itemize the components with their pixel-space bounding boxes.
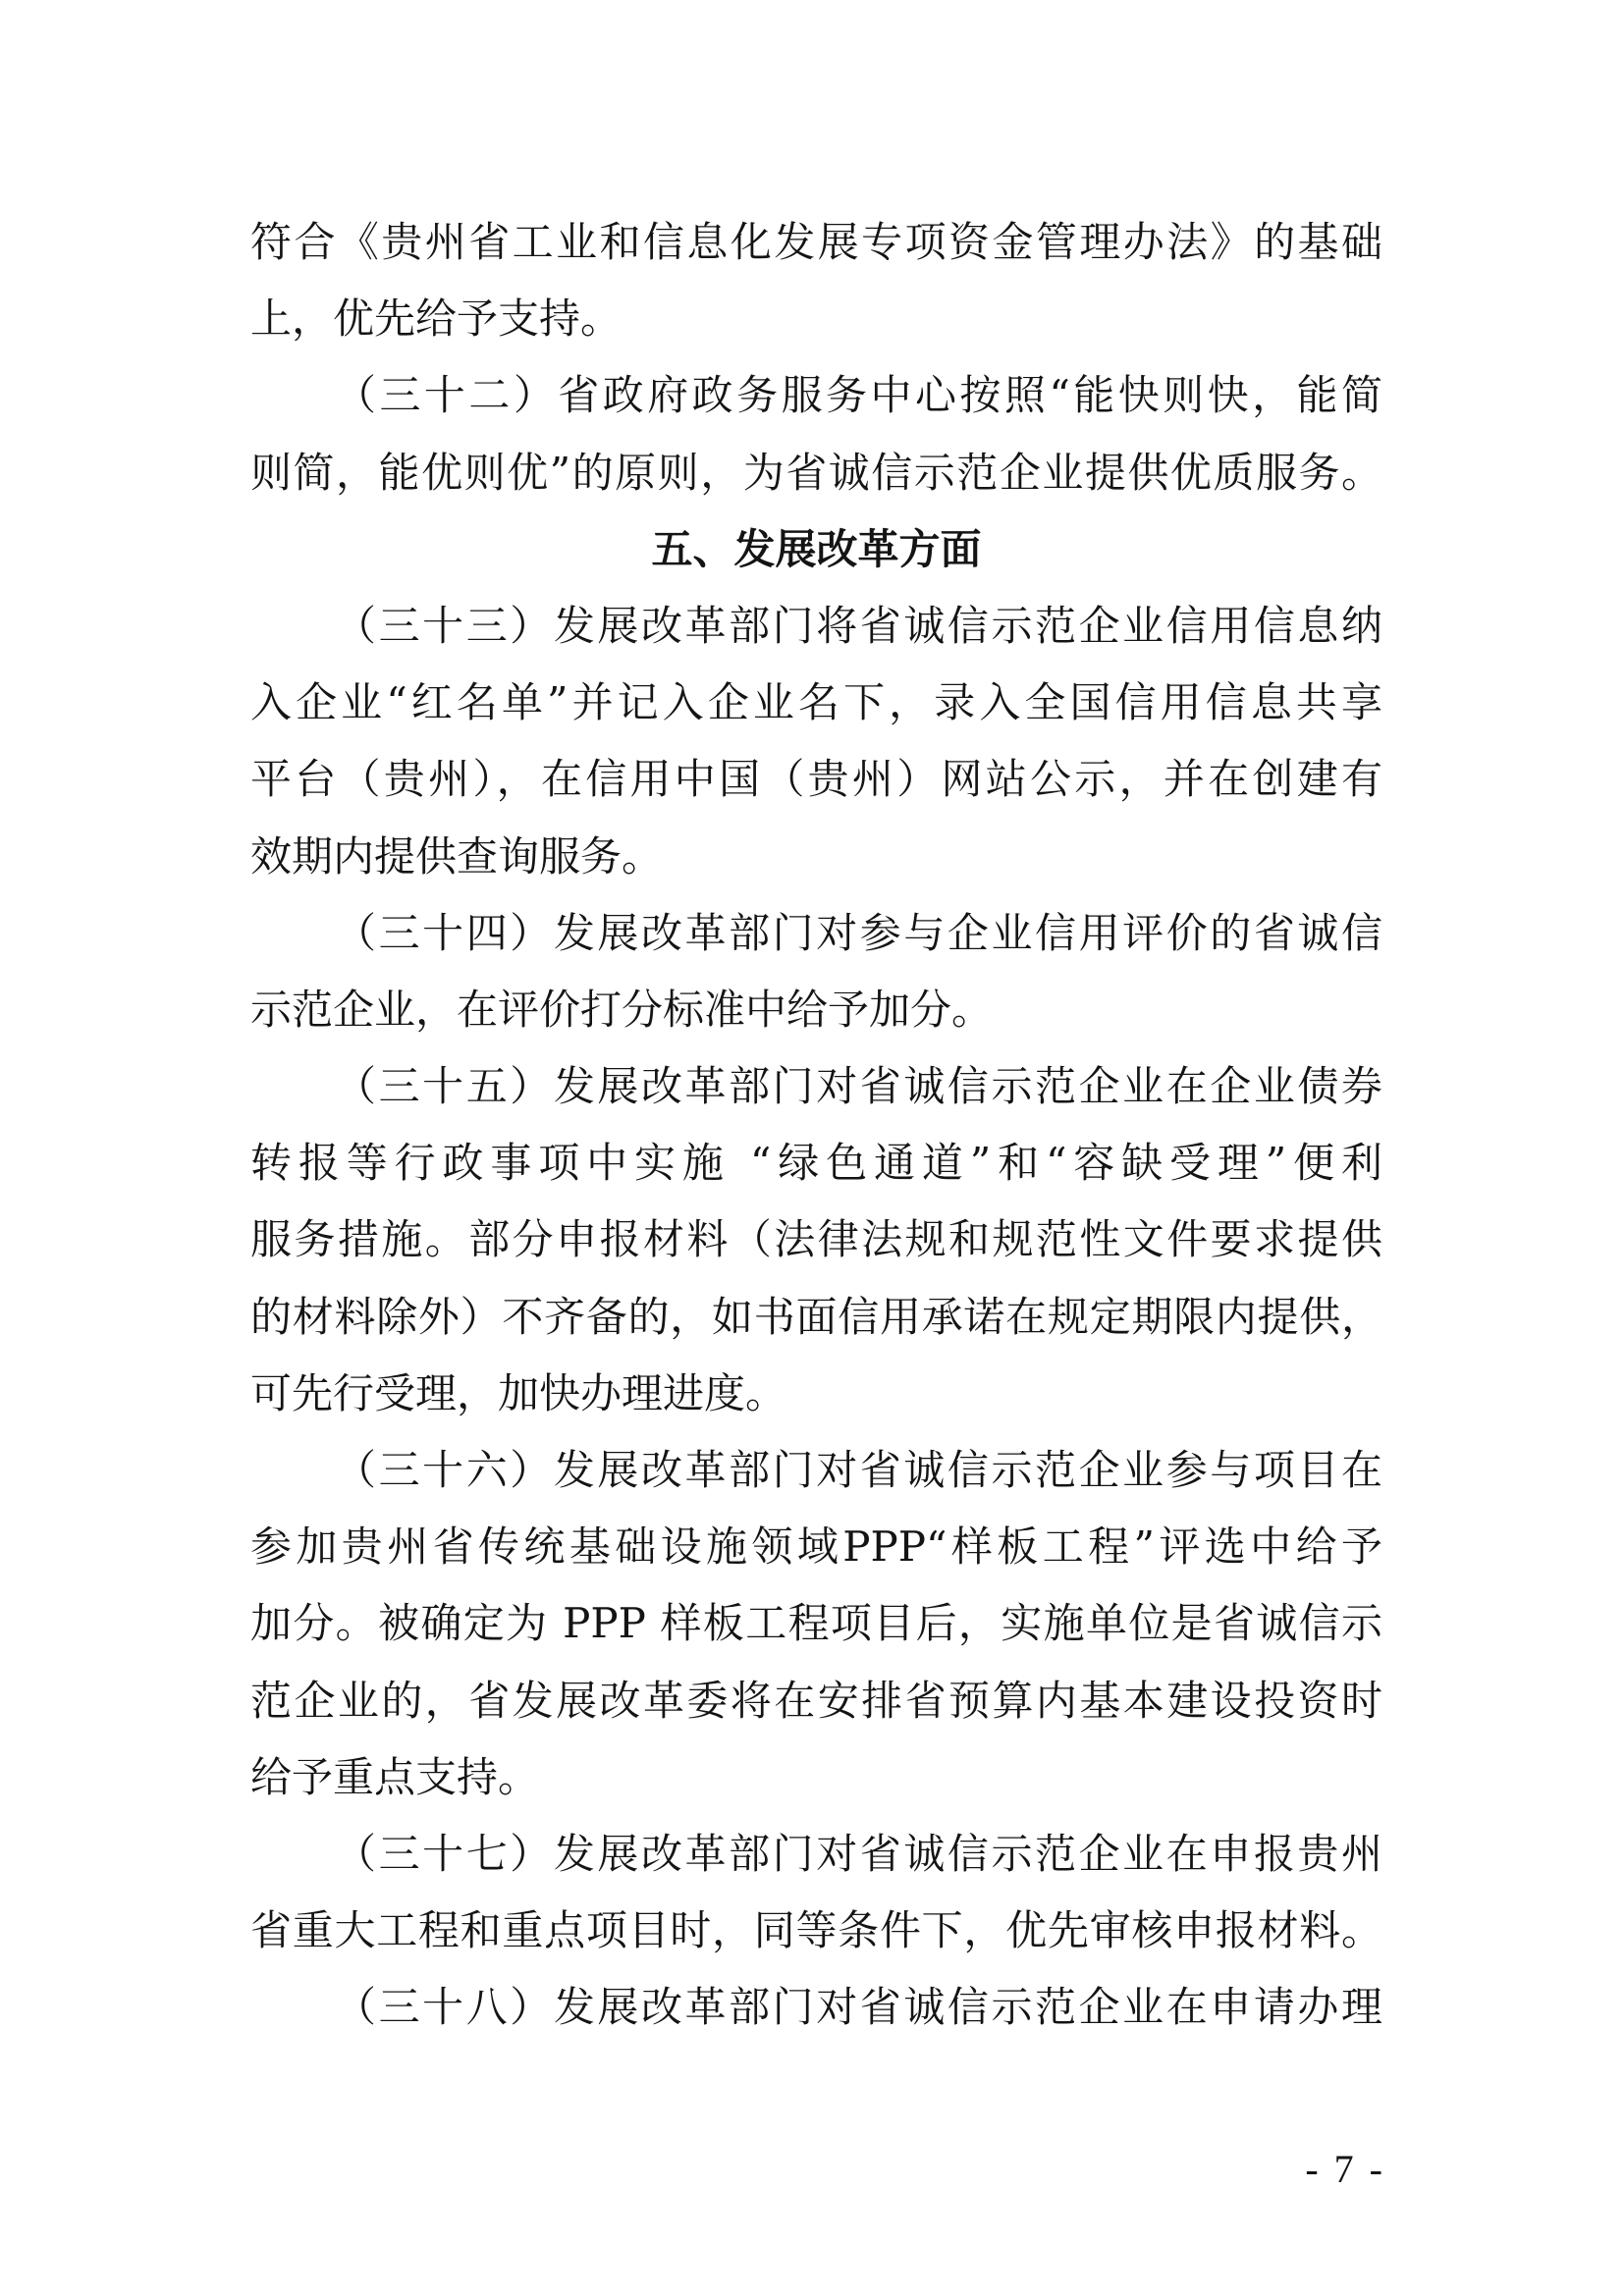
paragraph-36	[250, 1432, 1382, 1816]
paragraph-line: （三十三）发展改革部门将省诚信示范企业信用信息纳	[335, 601, 1382, 650]
paragraph-line: （三十二）省政府政务服务中心按照“能快则快，能简	[335, 371, 1382, 420]
paragraph-33	[250, 588, 1382, 895]
paragraph-line: （三十五）发展改革部门对省诚信示范企业在企业债券	[335, 1062, 1382, 1111]
paragraph-line: 给予重点支持。	[250, 1752, 540, 1801]
section-heading: 五、发展改革方面	[651, 524, 982, 573]
paragraph-line: 可先行受理，加快办理进度。	[250, 1368, 787, 1417]
paragraph-line: 范企业的，省发展改革委将在安排省预算内基本建设投资时	[250, 1676, 1382, 1725]
paragraph-line: （三十六）发展改革部门对省诚信示范企业参与项目在	[335, 1446, 1382, 1494]
paragraph-line: 加分。被确定为 PPP 样板工程项目后，实施单位是省诚信示	[250, 1599, 1382, 1648]
paragraph-38	[250, 1969, 1382, 2046]
paragraph-line: 参加贵州省传统基础设施领域PPP“样板工程”评选中给予	[250, 1522, 1382, 1572]
paragraph-34	[250, 895, 1382, 1048]
paragraph-line: （三十八）发展改革部门对省诚信示范企业在申请办理	[335, 1983, 1382, 2032]
paragraph-line: 省重大工程和重点项目时，同等条件下，优先审核申报材料。	[250, 1906, 1382, 1955]
paragraph-line: 上，优先给予支持。	[250, 294, 623, 344]
paragraph-line: 的材料除外）不齐备的，如书面信用承诺在规定期限内提供，	[250, 1292, 1382, 1341]
paragraph-line: 入企业“红名单”并记入企业名下，录入全国信用信息共享	[250, 678, 1382, 727]
paragraph-line: 服务措施。部分申报材料（法律法规和规范性文件要求提供	[250, 1215, 1382, 1264]
paragraph-continuation	[250, 204, 1382, 357]
paragraph-line: 转报等行政事项中实施 “绿色通道”和“容缺受理”便利	[250, 1139, 1382, 1188]
paragraph-37	[250, 1816, 1382, 1969]
body-text	[250, 204, 1382, 2047]
paragraph-line: （三十七）发展改革部门对省诚信示范企业在申报贵州	[335, 1829, 1382, 1878]
paragraph-35	[250, 1048, 1382, 1432]
page-number: - 7 -	[1305, 2147, 1382, 2191]
paragraph-line: 则简，能优则优”的原则，为省诚信示范企业提供优质服务。	[250, 448, 1382, 497]
paragraph-line: （三十四）发展改革部门对参与企业信用评价的省诚信	[335, 908, 1382, 957]
paragraph-line: 平台（贵州），在信用中国（贵州）网站公示，并在创建有	[250, 755, 1382, 804]
paragraph-32	[250, 357, 1382, 510]
paragraph-line: 效期内提供查询服务。	[250, 831, 664, 881]
paragraph-line: 符合《贵州省工业和信息化发展专项资金管理办法》的基础	[250, 218, 1382, 266]
paragraph-line: 示范企业，在评价打分标准中给予加分。	[250, 985, 994, 1034]
